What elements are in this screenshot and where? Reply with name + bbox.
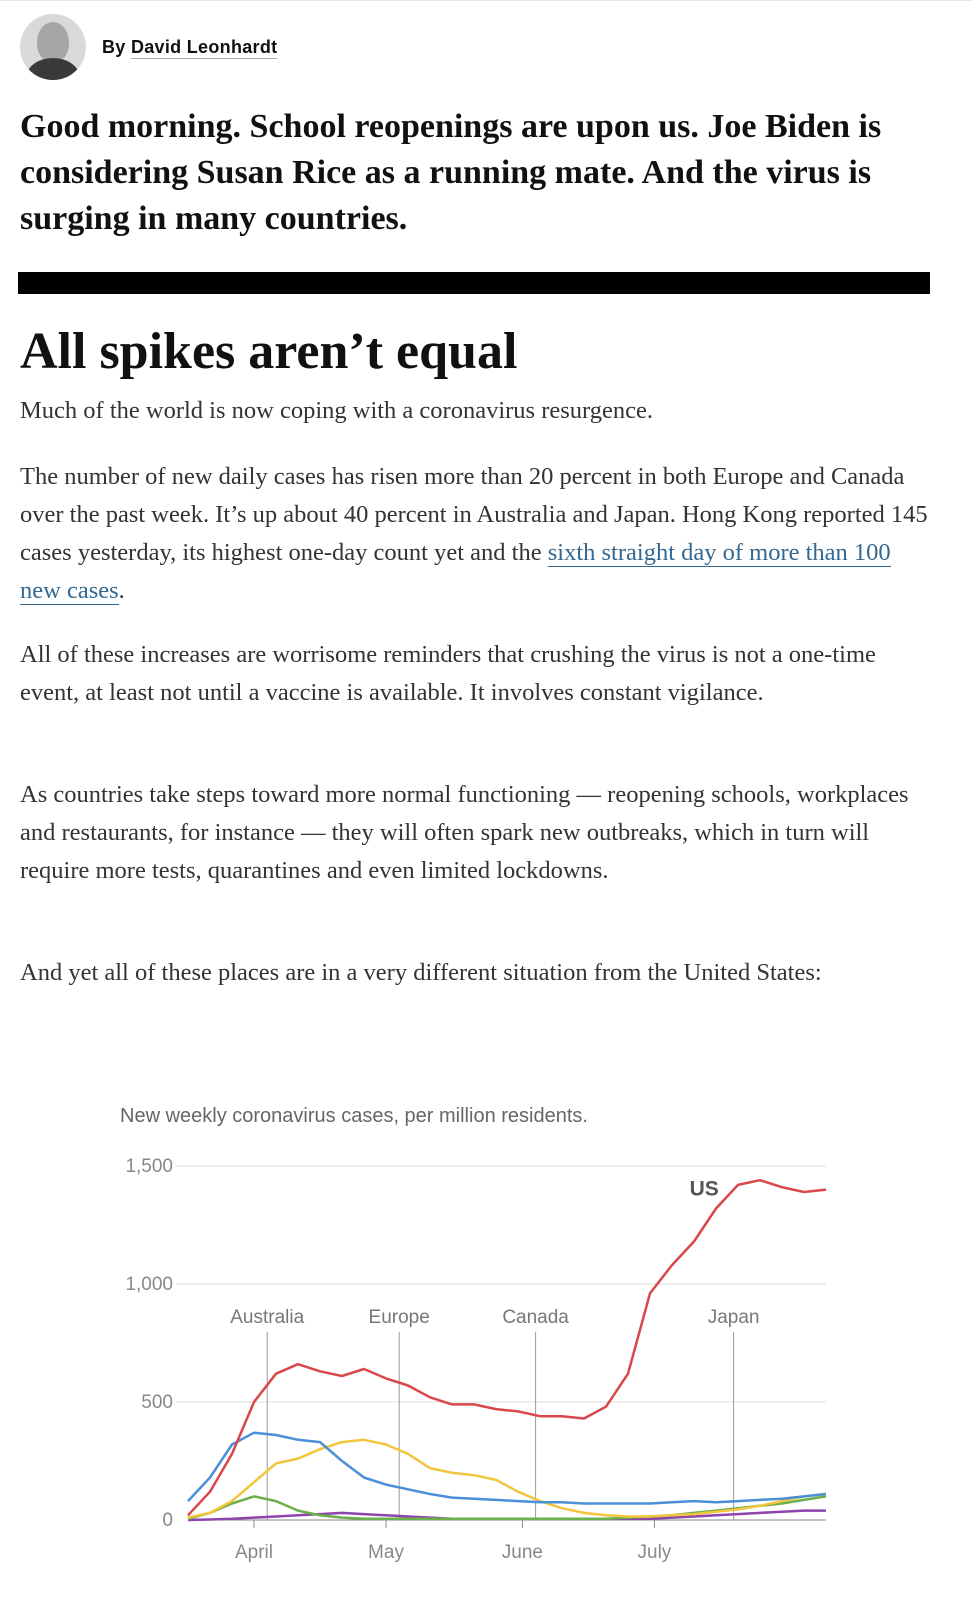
chart-annotations xyxy=(230,1307,759,1520)
series-line-canada xyxy=(188,1433,826,1504)
byline-text xyxy=(102,37,277,58)
series-line-us xyxy=(188,1177,826,1515)
cases-chart xyxy=(0,1080,972,1600)
annotation-label: Europe xyxy=(368,1307,430,1328)
series-line-europe xyxy=(188,1440,826,1518)
paragraph-2-text: The number of new daily cases has risen more than 20 percent in both Europe and Canada over the past week. It’s up about 40 percent in Australia and Japan. Hong Kong reported 145 cases yesterday, its highest one-day count yet and the xyxy=(20,463,928,566)
y-tick-label: 0 xyxy=(162,1510,173,1531)
author-avatar[interactable] xyxy=(20,14,86,80)
paragraph-2 xyxy=(20,458,935,610)
y-tick-label: 1,000 xyxy=(125,1274,173,1295)
paragraph-5: And yet all of these places are in a very different situation from the United States: xyxy=(20,959,822,986)
annotation-label: Canada xyxy=(502,1307,569,1328)
byline-prefix: By xyxy=(102,36,126,57)
chart-title: New weekly coronavirus cases, per million residents. xyxy=(120,1105,588,1127)
section-headline: All spikes aren’t equal xyxy=(20,323,518,380)
section-divider xyxy=(18,272,930,294)
x-tick-label: July xyxy=(637,1542,672,1563)
chart-x-axis xyxy=(235,1520,672,1563)
annotation-label: Australia xyxy=(230,1307,305,1328)
x-tick-label: May xyxy=(368,1542,404,1563)
chart-y-axis xyxy=(125,1156,173,1531)
paragraph-1: Much of the world is now coping with a coronavirus resurgence. xyxy=(20,397,653,424)
y-tick-label: 1,500 xyxy=(125,1156,173,1177)
author-link[interactable]: David Leonhardt xyxy=(130,36,278,57)
x-tick-label: April xyxy=(234,1542,274,1563)
paragraph-3: All of these increases are worrisome reminders that crushing the virus is not a one-time event, at least not until a vaccine is available. It involves constant vigilance. xyxy=(20,641,876,706)
annotation-label: Japan xyxy=(707,1307,760,1328)
chart-series xyxy=(188,1178,826,1521)
top-divider xyxy=(0,0,972,1)
series-label-us: US xyxy=(689,1177,719,1201)
x-tick-label: June xyxy=(501,1542,544,1563)
intro-summary: Good morning. School reopenings are upon us. Joe Biden is considering Susan Rice as a running mate. And the virus is surging in many countries. xyxy=(20,108,882,237)
byline xyxy=(20,12,277,82)
paragraph-2-end: . xyxy=(118,577,125,604)
y-tick-label: 500 xyxy=(141,1392,173,1413)
sixth-straight-day-link[interactable]: sixth straight day of more than 100 new cases xyxy=(20,539,891,604)
paragraph-4: As countries take steps toward more normal functioning — reopening schools, workplaces and restaurants, for instance — they will often spark new outbreaks, which in turn will require more tests, quarantines and even limited lockdowns. xyxy=(20,781,909,884)
